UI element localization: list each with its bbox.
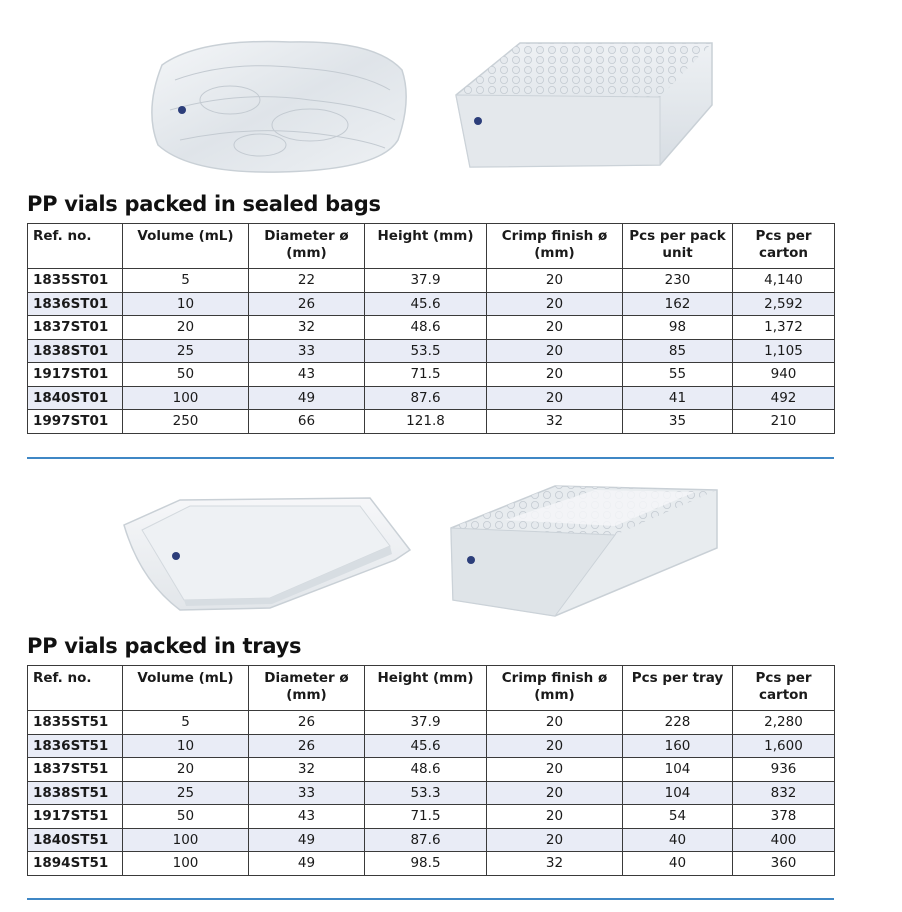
volume-cell: 5 (123, 711, 249, 735)
volume-cell: 10 (123, 734, 249, 758)
height-cell: 48.6 (365, 316, 487, 340)
bags-header-pcs-per-carton: Pcs per carton (733, 224, 835, 269)
crimp-cell: 20 (487, 805, 623, 829)
pcs-tray-cell: 228 (623, 711, 733, 735)
height-cell: 37.9 (365, 269, 487, 293)
bags-section-title: PP vials packed in sealed bags (27, 192, 381, 216)
bags-header-diameter: Diameter ø (mm) (249, 224, 365, 269)
table-row (28, 852, 835, 876)
table-row (28, 805, 835, 829)
volume-cell: 10 (123, 292, 249, 316)
diameter-cell: 33 (249, 339, 365, 363)
pcs-tray-cell: 40 (623, 828, 733, 852)
pcs-carton-cell: 1,105 (733, 339, 835, 363)
volume-cell: 20 (123, 316, 249, 340)
pcs-tray-cell: 40 (623, 852, 733, 876)
ref-no-cell: 1840ST51 (28, 828, 123, 852)
crimp-cell: 20 (487, 781, 623, 805)
pcs-tray-cell: 104 (623, 758, 733, 782)
bags-table (27, 223, 835, 434)
diameter-cell: 26 (249, 292, 365, 316)
crimp-cell: 20 (487, 386, 623, 410)
tray-photos (0, 480, 902, 625)
ref-no-cell: 1835ST51 (28, 711, 123, 735)
pcs-carton-cell: 1,372 (733, 316, 835, 340)
volume-cell: 20 (123, 758, 249, 782)
trays-header-diameter: Diameter ø (mm) (249, 666, 365, 711)
ref-no-cell: 1835ST01 (28, 269, 123, 293)
height-cell: 71.5 (365, 805, 487, 829)
height-cell: 45.6 (365, 292, 487, 316)
pcs-carton-cell: 210 (733, 410, 835, 434)
crimp-cell: 20 (487, 711, 623, 735)
ref-no-cell: 1838ST01 (28, 339, 123, 363)
ref-no-cell: 1894ST51 (28, 852, 123, 876)
trays-table (27, 665, 835, 876)
pcs-carton-cell: 940 (733, 363, 835, 387)
ref-no-cell: 1837ST51 (28, 758, 123, 782)
diameter-cell: 26 (249, 711, 365, 735)
trays-header-pcs-per-tray: Pcs per tray (623, 666, 733, 711)
table-row (28, 758, 835, 782)
pcs-carton-cell: 360 (733, 852, 835, 876)
diameter-cell: 49 (249, 852, 365, 876)
trays-section-title: PP vials packed in trays (27, 634, 302, 658)
diameter-cell: 32 (249, 316, 365, 340)
ref-no-cell: 1840ST01 (28, 386, 123, 410)
pcs-pack-cell: 41 (623, 386, 733, 410)
ref-no-cell: 1838ST51 (28, 781, 123, 805)
tray-bag-photo (120, 490, 415, 620)
diameter-cell: 32 (249, 758, 365, 782)
table-row (28, 339, 835, 363)
crimp-cell: 20 (487, 292, 623, 316)
diameter-cell: 26 (249, 734, 365, 758)
trays-header-ref-no: Ref. no. (28, 666, 123, 711)
volume-cell: 5 (123, 269, 249, 293)
crimp-cell: 20 (487, 269, 623, 293)
ref-no-cell: 1917ST01 (28, 363, 123, 387)
table-row (28, 269, 835, 293)
pcs-carton-cell: 936 (733, 758, 835, 782)
bags-header-pcs-per-pack: Pcs per pack unit (623, 224, 733, 269)
sealed-bag-box-photo (450, 35, 720, 180)
ref-no-cell: 1837ST01 (28, 316, 123, 340)
pcs-carton-cell: 492 (733, 386, 835, 410)
volume-cell: 50 (123, 363, 249, 387)
ref-no-cell: 1836ST01 (28, 292, 123, 316)
diameter-cell: 49 (249, 386, 365, 410)
height-cell: 87.6 (365, 828, 487, 852)
bags-table-header-row (28, 224, 835, 269)
pcs-pack-cell: 35 (623, 410, 733, 434)
diameter-cell: 43 (249, 363, 365, 387)
diameter-cell: 22 (249, 269, 365, 293)
table-row (28, 363, 835, 387)
ref-no-cell: 1917ST51 (28, 805, 123, 829)
pcs-carton-cell: 832 (733, 781, 835, 805)
pcs-pack-cell: 85 (623, 339, 733, 363)
trays-header-crimp-finish: Crimp finish ø (mm) (487, 666, 623, 711)
pcs-tray-cell: 104 (623, 781, 733, 805)
height-cell: 37.9 (365, 711, 487, 735)
crimp-cell: 20 (487, 316, 623, 340)
section-divider (27, 898, 834, 900)
crimp-cell: 20 (487, 758, 623, 782)
pcs-carton-cell: 4,140 (733, 269, 835, 293)
pcs-pack-cell: 230 (623, 269, 733, 293)
table-row (28, 316, 835, 340)
crimp-cell: 20 (487, 828, 623, 852)
diameter-cell: 66 (249, 410, 365, 434)
volume-cell: 250 (123, 410, 249, 434)
volume-cell: 50 (123, 805, 249, 829)
bags-header-volume: Volume (mL) (123, 224, 249, 269)
sealed-bag-photo (140, 30, 415, 180)
table-row (28, 781, 835, 805)
pcs-carton-cell: 378 (733, 805, 835, 829)
pcs-carton-cell: 2,592 (733, 292, 835, 316)
bags-header-height: Height (mm) (365, 224, 487, 269)
crimp-cell: 32 (487, 410, 623, 434)
height-cell: 71.5 (365, 363, 487, 387)
crimp-cell: 20 (487, 339, 623, 363)
height-cell: 53.3 (365, 781, 487, 805)
volume-cell: 100 (123, 828, 249, 852)
volume-cell: 100 (123, 386, 249, 410)
table-row (28, 734, 835, 758)
volume-cell: 25 (123, 781, 249, 805)
pcs-tray-cell: 160 (623, 734, 733, 758)
diameter-cell: 33 (249, 781, 365, 805)
volume-cell: 100 (123, 852, 249, 876)
table-row (28, 828, 835, 852)
pcs-pack-cell: 162 (623, 292, 733, 316)
trays-header-height: Height (mm) (365, 666, 487, 711)
height-cell: 45.6 (365, 734, 487, 758)
diameter-cell: 49 (249, 828, 365, 852)
pcs-pack-cell: 98 (623, 316, 733, 340)
crimp-cell: 20 (487, 734, 623, 758)
height-cell: 98.5 (365, 852, 487, 876)
crimp-cell: 20 (487, 363, 623, 387)
ref-no-cell: 1997ST01 (28, 410, 123, 434)
height-cell: 87.6 (365, 386, 487, 410)
pcs-tray-cell: 54 (623, 805, 733, 829)
table-row (28, 711, 835, 735)
bags-header-crimp-finish: Crimp finish ø (mm) (487, 224, 623, 269)
table-row (28, 292, 835, 316)
pcs-carton-cell: 1,600 (733, 734, 835, 758)
table-row (28, 410, 835, 434)
height-cell: 121.8 (365, 410, 487, 434)
volume-cell: 25 (123, 339, 249, 363)
pcs-carton-cell: 400 (733, 828, 835, 852)
trays-header-volume: Volume (mL) (123, 666, 249, 711)
trays-table-header-row (28, 666, 835, 711)
pcs-carton-cell: 2,280 (733, 711, 835, 735)
bags-header-ref-no: Ref. no. (28, 224, 123, 269)
height-cell: 48.6 (365, 758, 487, 782)
ref-no-cell: 1836ST51 (28, 734, 123, 758)
trays-header-pcs-per-carton: Pcs per carton (733, 666, 835, 711)
table-row (28, 386, 835, 410)
diameter-cell: 43 (249, 805, 365, 829)
pcs-pack-cell: 55 (623, 363, 733, 387)
tray-box-photo (445, 480, 725, 620)
crimp-cell: 32 (487, 852, 623, 876)
bag-photos (0, 30, 902, 180)
section-divider (27, 457, 834, 459)
height-cell: 53.5 (365, 339, 487, 363)
